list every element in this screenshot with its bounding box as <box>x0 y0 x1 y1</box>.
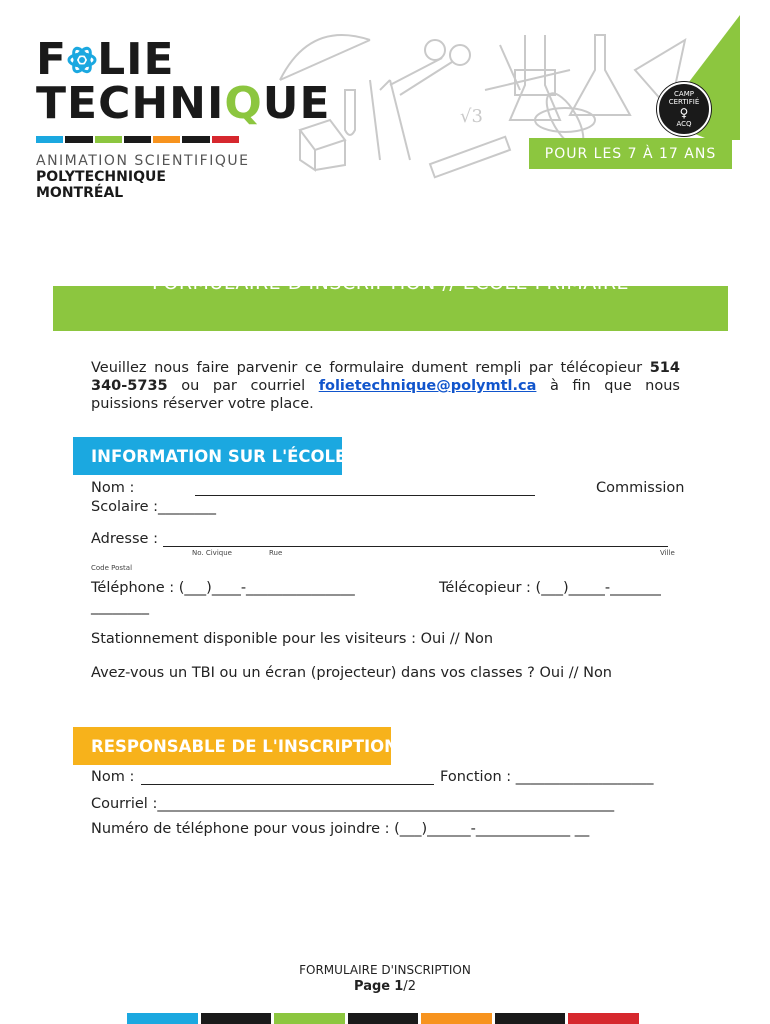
telecopieur-row <box>439 580 661 596</box>
color-bar-segment <box>348 1013 419 1024</box>
telephone-row <box>91 580 355 596</box>
resp-phone-field[interactable]: Numéro de téléphone pour vous joindre : (___)______-_____________ __ <box>91 821 590 837</box>
color-bar-segment <box>212 136 239 143</box>
color-bar-segment <box>95 136 122 143</box>
color-bar-segment <box>568 1013 639 1024</box>
svg-text:√3: √3 <box>460 106 483 127</box>
resp-function-field[interactable]: Fonction : ___________________ <box>440 769 654 785</box>
color-bar-segment <box>124 136 151 143</box>
color-bar-segment <box>421 1013 492 1024</box>
color-bar-segment <box>36 136 63 143</box>
form-title-banner <box>53 272 728 331</box>
logo-letter: F <box>36 34 68 85</box>
field-label: Télécopieur : <box>439 580 531 596</box>
logo-institution: POLYTECHNIQUE MONTRÉAL <box>36 169 166 201</box>
intro-paragraph <box>91 359 680 413</box>
page-separator: / <box>403 979 408 994</box>
no-civique-caption: No. Civique <box>192 549 232 557</box>
atom-icon <box>67 42 97 78</box>
color-bar-segment <box>65 136 92 143</box>
resp-name-field[interactable] <box>141 771 434 785</box>
footer-form-name: FORMULAIRE D'INSCRIPTION <box>299 963 471 977</box>
school-name-field[interactable] <box>195 482 535 496</box>
address-field[interactable] <box>163 533 668 547</box>
section-heading-responsible: RESPONSABLE DE L'INSCRIPTION <box>73 727 391 765</box>
telephone-field[interactable]: (___)____-_______________ <box>178 580 355 596</box>
code-postal-caption: Code Postal <box>91 564 133 572</box>
fax-number: 514 340-5735 <box>91 360 680 394</box>
address-label: Adresse : <box>91 531 158 547</box>
logo-wordmark-line1 <box>36 34 256 85</box>
section-heading-school: INFORMATION SUR L'ÉCOLE <box>73 437 342 475</box>
tbi-question[interactable]: Avez-vous un TBI ou un écran (projecteur) dans vos classes ? Oui // Non <box>91 665 613 681</box>
folie-technique-logo <box>36 34 331 201</box>
email-link[interactable]: folietechnique@polymtl.ca <box>318 378 537 394</box>
scolaire-field[interactable]: Scolaire :________ <box>91 499 217 515</box>
footer-color-bar <box>127 1013 642 1024</box>
certified-camp-seal <box>657 82 711 136</box>
field-label: Téléphone : <box>91 580 175 596</box>
logo-letters: TECHNI <box>36 78 225 129</box>
seal-text: CAMP CERTIFIÉ <box>668 90 700 106</box>
logo-subtitle: ANIMATION SCIENTIFIQUE <box>36 153 250 169</box>
telecopieur-continuation[interactable]: ________ <box>91 599 149 615</box>
telecopieur-field[interactable]: (___)_____-_______ <box>535 580 661 596</box>
resp-name-label: Nom : <box>91 769 135 785</box>
commission-label: Commission <box>596 480 685 496</box>
logo-letters: LIE <box>97 34 175 85</box>
color-bar-segment <box>274 1013 345 1024</box>
parking-question[interactable]: Stationnement disponible pour les visiteurs : Oui // Non <box>91 631 494 647</box>
seal-figure-icon: ♀ <box>679 106 689 120</box>
age-range-badge: POUR LES 7 À 17 ANS <box>529 138 732 169</box>
field-label: Nom : <box>91 480 135 496</box>
page-current: 1 <box>394 979 404 994</box>
footer-page-number <box>330 979 440 994</box>
rue-caption: Rue <box>269 549 283 557</box>
color-bar-segment <box>201 1013 272 1024</box>
color-bar-segment <box>153 136 180 143</box>
school-name-row <box>91 480 134 496</box>
logo-color-bar <box>36 136 241 143</box>
logo-wordmark-line2 <box>36 78 331 129</box>
form-title: FORMULAIRE D'INSCRIPTION // ÉCOLE PRIMAIRE <box>151 272 630 294</box>
color-bar-segment <box>182 136 209 143</box>
ville-caption: Ville <box>660 549 675 557</box>
intro-text: ou par courriel <box>167 378 319 394</box>
color-bar-segment <box>127 1013 198 1024</box>
intro-text: à fin que nous puissions réserver votre place. <box>91 378 680 412</box>
seal-text: ACQ <box>676 120 692 128</box>
logo-magnifier-letter: Q <box>224 78 263 129</box>
intro-text: Veuillez nous faire parvenir ce formulaire dument rempli par télécopieur <box>91 360 650 376</box>
page-total: 2 <box>407 979 416 994</box>
page-word: Page <box>354 979 391 994</box>
logo-letters: UE <box>262 78 331 129</box>
color-bar-segment <box>495 1013 566 1024</box>
resp-email-field[interactable]: Courriel :_______________________________________________________________ <box>91 796 615 812</box>
